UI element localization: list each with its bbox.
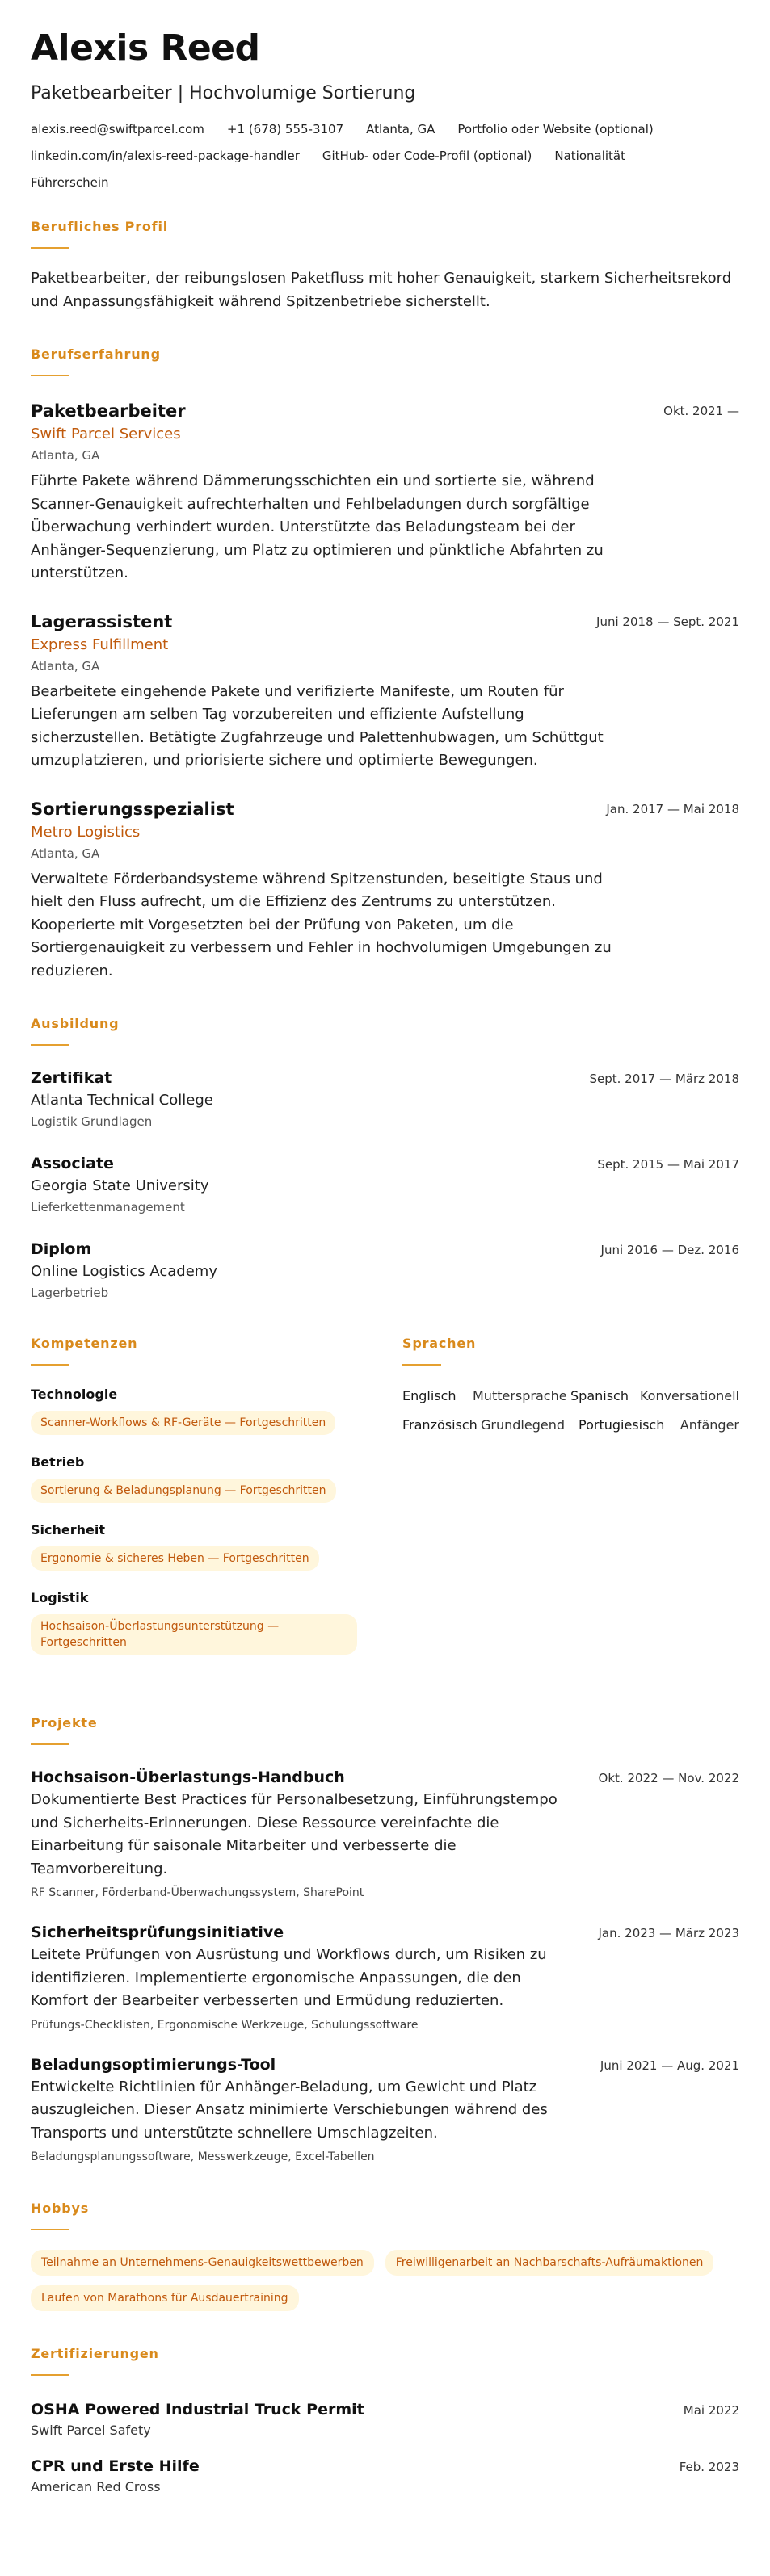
education-dates: Sept. 2017 — März 2018 bbox=[589, 1072, 739, 1086]
school-name: Georgia State University bbox=[31, 1177, 209, 1194]
section-divider bbox=[31, 1044, 69, 1046]
project-name: Sicherheitsprüfungsinitiative bbox=[31, 1924, 284, 1941]
projects-section bbox=[31, 1714, 739, 2166]
degree: Zertifikat bbox=[31, 1069, 112, 1087]
section-title: Ausbildung bbox=[31, 1016, 120, 1031]
company-name: Express Fulfillment bbox=[31, 636, 169, 653]
experience-entry bbox=[31, 610, 739, 773]
headline: Paketbearbeiter | Hochvolumige Sortierung bbox=[31, 83, 416, 103]
skills-section bbox=[31, 1335, 370, 1655]
education-entry bbox=[31, 1067, 739, 1131]
profile-section bbox=[31, 218, 739, 313]
section-title: Zertifizierungen bbox=[31, 2346, 159, 2361]
resume-page bbox=[31, 24, 739, 2497]
job-location: Atlanta, GA bbox=[31, 845, 100, 861]
skills-languages-block bbox=[31, 1335, 739, 1714]
certification-date: Mai 2022 bbox=[683, 2403, 739, 2418]
job-description: Bearbeitete eingehende Pakete und verifizierte Manifeste, um Routen für Lieferungen am selben Tag vorzubereiten und effiziente Aufstellung sicherzustellen. Betätigte Zugfahrzeuge und Palettenhubwagen, um Schüttgut umzuplatzieren, und priorisierte sichere und optimierte Bewegungen. bbox=[31, 682, 604, 769]
language-level: Muttersprache bbox=[473, 1388, 567, 1403]
field-of-study: Logistik Grundlagen bbox=[31, 1114, 153, 1129]
section-divider bbox=[31, 247, 69, 249]
language-level: Anfänger bbox=[680, 1417, 739, 1433]
skill-category-name: Logistik bbox=[31, 1590, 89, 1605]
skill-category-name: Technologie bbox=[31, 1387, 118, 1402]
skill-category bbox=[31, 1521, 370, 1571]
hobby-tag: Laufen von Marathons für Ausdauertraining bbox=[31, 2285, 299, 2311]
project-tools: Prüfungs-Checklisten, Ergonomische Werkzeuge, Schulungssoftware bbox=[31, 2018, 419, 2032]
project-dates: Jan. 2023 — März 2023 bbox=[598, 1926, 739, 1940]
education-section bbox=[31, 1015, 739, 1303]
skill-tag: Sortierung & Beladungsplanung — Fortgeschritten bbox=[31, 1479, 336, 1503]
contact-location: Atlanta, GA bbox=[366, 122, 435, 136]
section-title: Hobbys bbox=[31, 2201, 90, 2216]
project-entry bbox=[31, 2054, 739, 2167]
experience-entry bbox=[31, 399, 739, 585]
certification-name: OSHA Powered Industrial Truck Permit bbox=[31, 2401, 364, 2419]
certification-issuer: Swift Parcel Safety bbox=[31, 2423, 151, 2438]
job-description: Führte Pakete während Dämmerungsschichten ein und sortierte sie, während Scanner-Genauigkeit aufrechterhalten und Fehlbeladungen durch sorgfältige Überwachung verhindert wurden. Unterstützte das Beladungsteam bei der Anhänger-Sequenzierung, um Platz zu optimieren und pünktliche Abfahrten zu unterstützen. bbox=[31, 472, 604, 581]
education-entry bbox=[31, 1238, 739, 1303]
project-tools: RF Scanner, Förderband-Überwachungssystem, SharePoint bbox=[31, 1886, 364, 1899]
experience-section bbox=[31, 346, 739, 983]
skill-category bbox=[31, 1385, 370, 1435]
contact-list bbox=[31, 116, 739, 196]
job-dates: Juni 2018 — Sept. 2021 bbox=[596, 614, 739, 629]
job-title: Paketbearbeiter bbox=[31, 401, 186, 421]
company-name: Metro Logistics bbox=[31, 823, 141, 841]
language-row bbox=[402, 1387, 739, 1416]
candidate-name: Alexis Reed bbox=[31, 27, 260, 69]
language-name: Portugiesisch bbox=[579, 1417, 665, 1433]
project-tools: Beladungsplanungssoftware, Messwerkzeuge, Excel-Tabellen bbox=[31, 2150, 375, 2163]
certification-issuer: American Red Cross bbox=[31, 2479, 161, 2494]
skill-category-name: Sicherheit bbox=[31, 1522, 105, 1538]
contact-portfolio[interactable]: Portfolio oder Website (optional) bbox=[457, 122, 654, 136]
section-title: Berufliches Profil bbox=[31, 219, 169, 234]
section-divider bbox=[402, 1364, 441, 1366]
hobbies-section bbox=[31, 2200, 739, 2321]
project-description: Entwickelte Richtlinien für Anhänger-Beladung, um Gewicht und Platz auszugleichen. Dieser Ansatz minimierte Verschiebungen während des Transports und unterstützte schnellere Umschlagzeiten. bbox=[31, 2078, 548, 2142]
job-location: Atlanta, GA bbox=[31, 658, 100, 673]
project-entry bbox=[31, 1921, 739, 2034]
project-name: Beladungsoptimierungs-Tool bbox=[31, 2055, 276, 2074]
job-description: Verwaltete Förderbandsysteme während Spitzenstunden, beseitigte Staus und hielt den Fluss aufrecht, um die Effizienz des Zentrums zu unterstützen. Kooperierte mit Vorgesetzten bei der Prüfung von Paketen, um die Sortiergenauigkeit zu verbessern und Fehler in hochvolumigen Umgebungen zu reduzieren. bbox=[31, 870, 612, 980]
experience-entry bbox=[31, 797, 739, 984]
profile-summary: Paketbearbeiter, der reibungslosen Paketfluss mit hoher Genauigkeit, starkem Sicherheitsrekord und Anpassungsfähigkeit während Spitzenbetriebe sicherstellt. bbox=[31, 270, 732, 310]
certification-entry bbox=[31, 2398, 739, 2440]
certification-entry bbox=[31, 2455, 739, 2497]
skill-tag: Hochsaison-Überlastungsunterstützung — Fortgeschritten bbox=[31, 1614, 357, 1655]
school-name: Atlanta Technical College bbox=[31, 1092, 213, 1109]
skill-category bbox=[31, 1588, 370, 1655]
section-divider bbox=[31, 1743, 69, 1745]
skill-tag: Scanner-Workflows & RF-Geräte — Fortgeschritten bbox=[31, 1411, 335, 1435]
certification-date: Feb. 2023 bbox=[679, 2460, 739, 2474]
education-entry bbox=[31, 1152, 739, 1217]
skill-tag: Ergonomie & sicheres Heben — Fortgeschritten bbox=[31, 1546, 319, 1571]
contact-linkedin[interactable]: linkedin.com/in/alexis-reed-package-handler bbox=[31, 149, 300, 163]
school-name: Online Logistics Academy bbox=[31, 1263, 217, 1280]
languages-section bbox=[402, 1335, 739, 1445]
education-dates: Juni 2016 — Dez. 2016 bbox=[600, 1243, 739, 1257]
field-of-study: Lieferkettenmanagement bbox=[31, 1200, 185, 1215]
job-dates: Okt. 2021 — bbox=[663, 404, 739, 418]
language-level: Grundlegend bbox=[481, 1417, 565, 1433]
contact-nationality: Nationalität bbox=[554, 149, 626, 163]
hobby-tag: Freiwilligenarbeit an Nachbarschafts-Aufräumaktionen bbox=[385, 2250, 714, 2276]
contact-email[interactable]: alexis.reed@swiftparcel.com bbox=[31, 122, 204, 136]
project-description: Leitete Prüfungen von Ausrüstung und Workflows durch, um Risiken zu identifizieren. Implementierte ergonomische Anpassungen, die den Komfort der Bearbeiter verbesserten und Ermüdung reduzierten. bbox=[31, 1946, 547, 2009]
job-dates: Jan. 2017 — Mai 2018 bbox=[606, 801, 739, 816]
degree: Associate bbox=[31, 1155, 114, 1173]
contact-github[interactable]: GitHub- oder Code-Profil (optional) bbox=[322, 149, 532, 163]
skill-category-name: Betrieb bbox=[31, 1454, 85, 1470]
project-description: Dokumentierte Best Practices für Personalbesetzung, Einführungstempo und Sicherheits-Erinnerungen. Diese Ressource vereinfachte die Einarbeitung für saisonale Mitarbeiter und verbesserte die Teamvorbereitung. bbox=[31, 1791, 558, 1877]
skill-category bbox=[31, 1453, 370, 1503]
degree: Diplom bbox=[31, 1240, 92, 1258]
language-level: Konversationell bbox=[639, 1388, 739, 1403]
section-title: Kompetenzen bbox=[31, 1336, 138, 1351]
language-name: Französisch bbox=[402, 1417, 478, 1433]
project-dates: Juni 2021 — Aug. 2021 bbox=[600, 2058, 739, 2073]
contact-license: Führerschein bbox=[31, 175, 109, 190]
section-title: Sprachen bbox=[402, 1336, 477, 1351]
project-entry bbox=[31, 1766, 739, 1902]
job-title: Lagerassistent bbox=[31, 611, 173, 631]
section-divider bbox=[31, 1364, 69, 1366]
language-name: Englisch bbox=[402, 1388, 457, 1403]
education-dates: Sept. 2015 — Mai 2017 bbox=[597, 1157, 739, 1172]
language-name: Spanisch bbox=[570, 1388, 629, 1403]
section-title: Projekte bbox=[31, 1715, 98, 1731]
hobby-tag: Teilnahme an Unternehmens-Genauigkeitswettbewerben bbox=[31, 2250, 374, 2276]
section-divider bbox=[31, 2374, 69, 2376]
section-title: Berufserfahrung bbox=[31, 346, 161, 362]
language-row bbox=[402, 1416, 739, 1445]
company-name: Swift Parcel Services bbox=[31, 426, 181, 443]
section-divider bbox=[31, 2229, 69, 2230]
job-location: Atlanta, GA bbox=[31, 448, 100, 463]
project-dates: Okt. 2022 — Nov. 2022 bbox=[598, 1771, 739, 1785]
hobby-list bbox=[31, 2250, 739, 2321]
contact-phone[interactable]: +1 (678) 555-3107 bbox=[226, 122, 344, 136]
project-name: Hochsaison-Überlastungs-Handbuch bbox=[31, 1768, 345, 1786]
section-divider bbox=[31, 375, 69, 376]
field-of-study: Lagerbetrieb bbox=[31, 1286, 109, 1300]
job-title: Sortierungsspezialist bbox=[31, 799, 234, 819]
certifications-section bbox=[31, 2345, 739, 2497]
certification-name: CPR und Erste Hilfe bbox=[31, 2457, 200, 2475]
